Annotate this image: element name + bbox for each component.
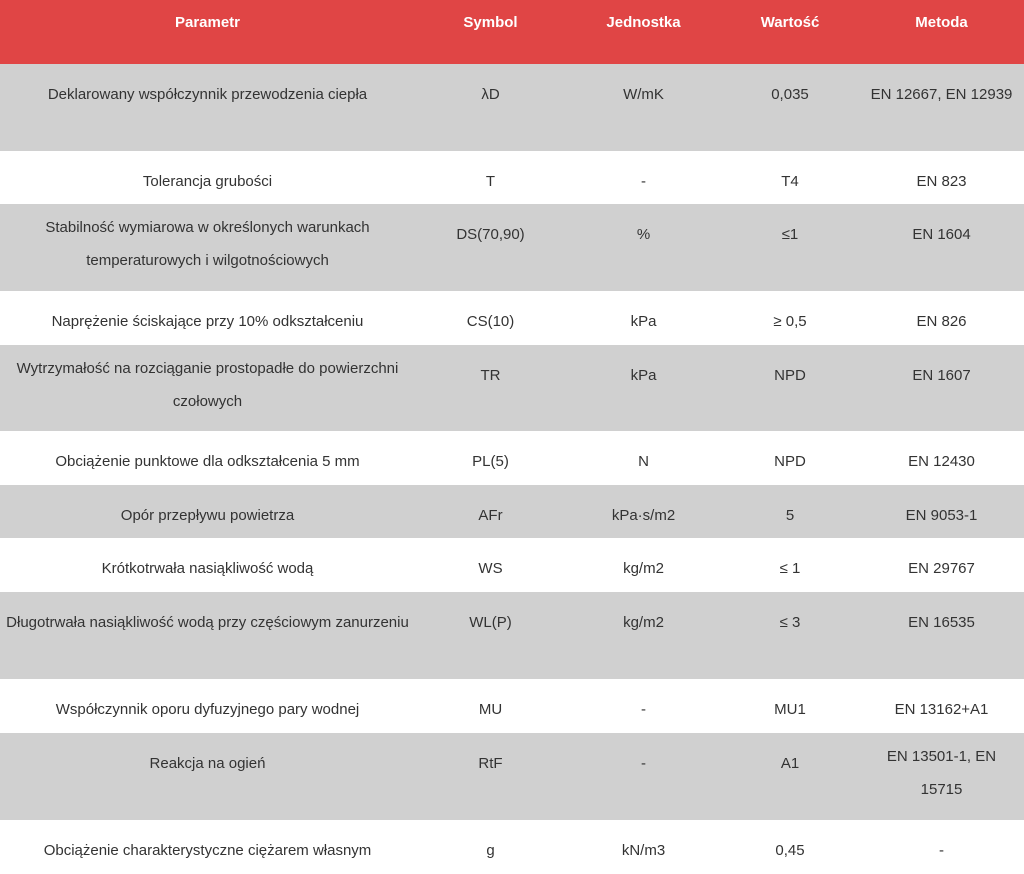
header-metoda: Metoda (915, 14, 968, 31)
cell-jednostka: kN/m3 (621, 842, 666, 859)
header-parametr: Parametr (174, 14, 241, 31)
cell-metoda: EN 13162+A1 (894, 701, 989, 718)
cell-metoda: EN 826 (916, 313, 967, 330)
cell-metoda: EN 29767 (908, 560, 975, 577)
cell-jednostka: kPa (630, 367, 657, 384)
cell-symbol: DS(70,90) (456, 226, 525, 243)
cell-wartosc: A1 (780, 755, 800, 772)
cell-parametr: Współczynnik oporu dyfuzyjnego pary wodnej (55, 701, 360, 718)
cell-parametr: Obciążenie charakterystyczne ciężarem własnym (43, 842, 372, 859)
cell-jednostka: - (641, 701, 646, 718)
cell-parametr: Opór przepływu powietrza (120, 507, 295, 524)
table-row (0, 204, 1024, 291)
cell-wartosc: ≤ 1 (779, 560, 801, 577)
cell-wartosc: NPD (774, 367, 806, 384)
cell-symbol: PL(5) (472, 453, 509, 470)
cell-jednostka: - (641, 173, 646, 190)
cell-parametr: Reakcja na ogień (149, 755, 266, 772)
cell-parametr: Stabilność wymiarowa w określonych warunkach temperaturowych i wilgotnościowych (45, 219, 370, 269)
cell-metoda: - (939, 842, 944, 859)
cell-wartosc: NPD (774, 453, 806, 470)
cell-symbol: TR (480, 367, 501, 384)
cell-metoda: EN 823 (916, 173, 967, 190)
cell-parametr: Wytrzymałość na rozciąganie prostopadłe do powierzchni czołowych (16, 360, 399, 410)
cell-parametr: Obciążenie punktowe dla odkształcenia 5 mm (55, 453, 360, 470)
cell-wartosc: 0,45 (775, 842, 805, 859)
table-row (0, 679, 1024, 733)
table-row (0, 431, 1024, 485)
table-header (0, 0, 1024, 64)
cell-jednostka: N (638, 453, 649, 470)
table-row (0, 345, 1024, 431)
cell-metoda: EN 12430 (908, 453, 975, 470)
table-row (0, 291, 1024, 345)
cell-symbol: WL(P) (469, 614, 512, 631)
table-body (0, 64, 1024, 874)
header-wartosc: Wartość (760, 14, 820, 31)
cell-wartosc: MU1 (774, 701, 806, 718)
cell-jednostka: kPa (630, 313, 657, 330)
cell-symbol: AFr (478, 507, 503, 524)
cell-symbol: T (485, 173, 496, 190)
cell-jednostka: - (641, 755, 646, 772)
table-row (0, 820, 1024, 874)
cell-jednostka: W/mK (623, 86, 664, 103)
cell-parametr: Tolerancja grubości (142, 173, 273, 190)
cell-metoda: EN 13501-1, EN 15715 (886, 748, 997, 798)
cell-symbol: RtF (478, 755, 503, 772)
header-row (0, 0, 1024, 64)
table-row (0, 64, 1024, 151)
cell-jednostka: % (636, 226, 651, 243)
table-row (0, 733, 1024, 820)
cell-parametr: Deklarowany współczynnik przewodzenia ciepła (47, 86, 368, 103)
table-row (0, 592, 1024, 679)
table-row (0, 538, 1024, 592)
table-row (0, 151, 1024, 204)
header-jednostka: Jednostka (606, 14, 681, 31)
cell-jednostka: kg/m2 (623, 614, 664, 631)
table-row (0, 485, 1024, 538)
cell-metoda: EN 1604 (912, 226, 971, 243)
cell-parametr: Długotrwała nasiąkliwość wodą przy częściowym zanurzeniu (6, 614, 409, 631)
cell-wartosc: 5 (785, 507, 795, 524)
cell-wartosc: ≥ 0,5 (773, 313, 807, 330)
cell-wartosc: ≤ 3 (779, 614, 801, 631)
cell-jednostka: kPa·s/m2 (611, 507, 676, 524)
cell-metoda: EN 9053-1 (905, 507, 978, 524)
cell-wartosc: 0,035 (771, 86, 809, 103)
cell-symbol: λD (481, 86, 500, 103)
cell-metoda: EN 12667, EN 12939 (870, 86, 1013, 103)
cell-metoda: EN 16535 (908, 614, 975, 631)
cell-symbol: MU (478, 701, 503, 718)
cell-parametr: Naprężenie ściskające przy 10% odkształceniu (51, 313, 364, 330)
cell-parametr: Krótkotrwała nasiąkliwość wodą (101, 560, 314, 577)
cell-metoda: EN 1607 (912, 367, 971, 384)
cell-wartosc: ≤1 (781, 226, 799, 243)
header-symbol: Symbol (463, 14, 518, 31)
cell-symbol: WS (478, 560, 503, 577)
cell-jednostka: kg/m2 (623, 560, 664, 577)
cell-wartosc: T4 (781, 173, 799, 190)
cell-symbol: CS(10) (466, 313, 515, 330)
cell-symbol: g (486, 842, 495, 859)
